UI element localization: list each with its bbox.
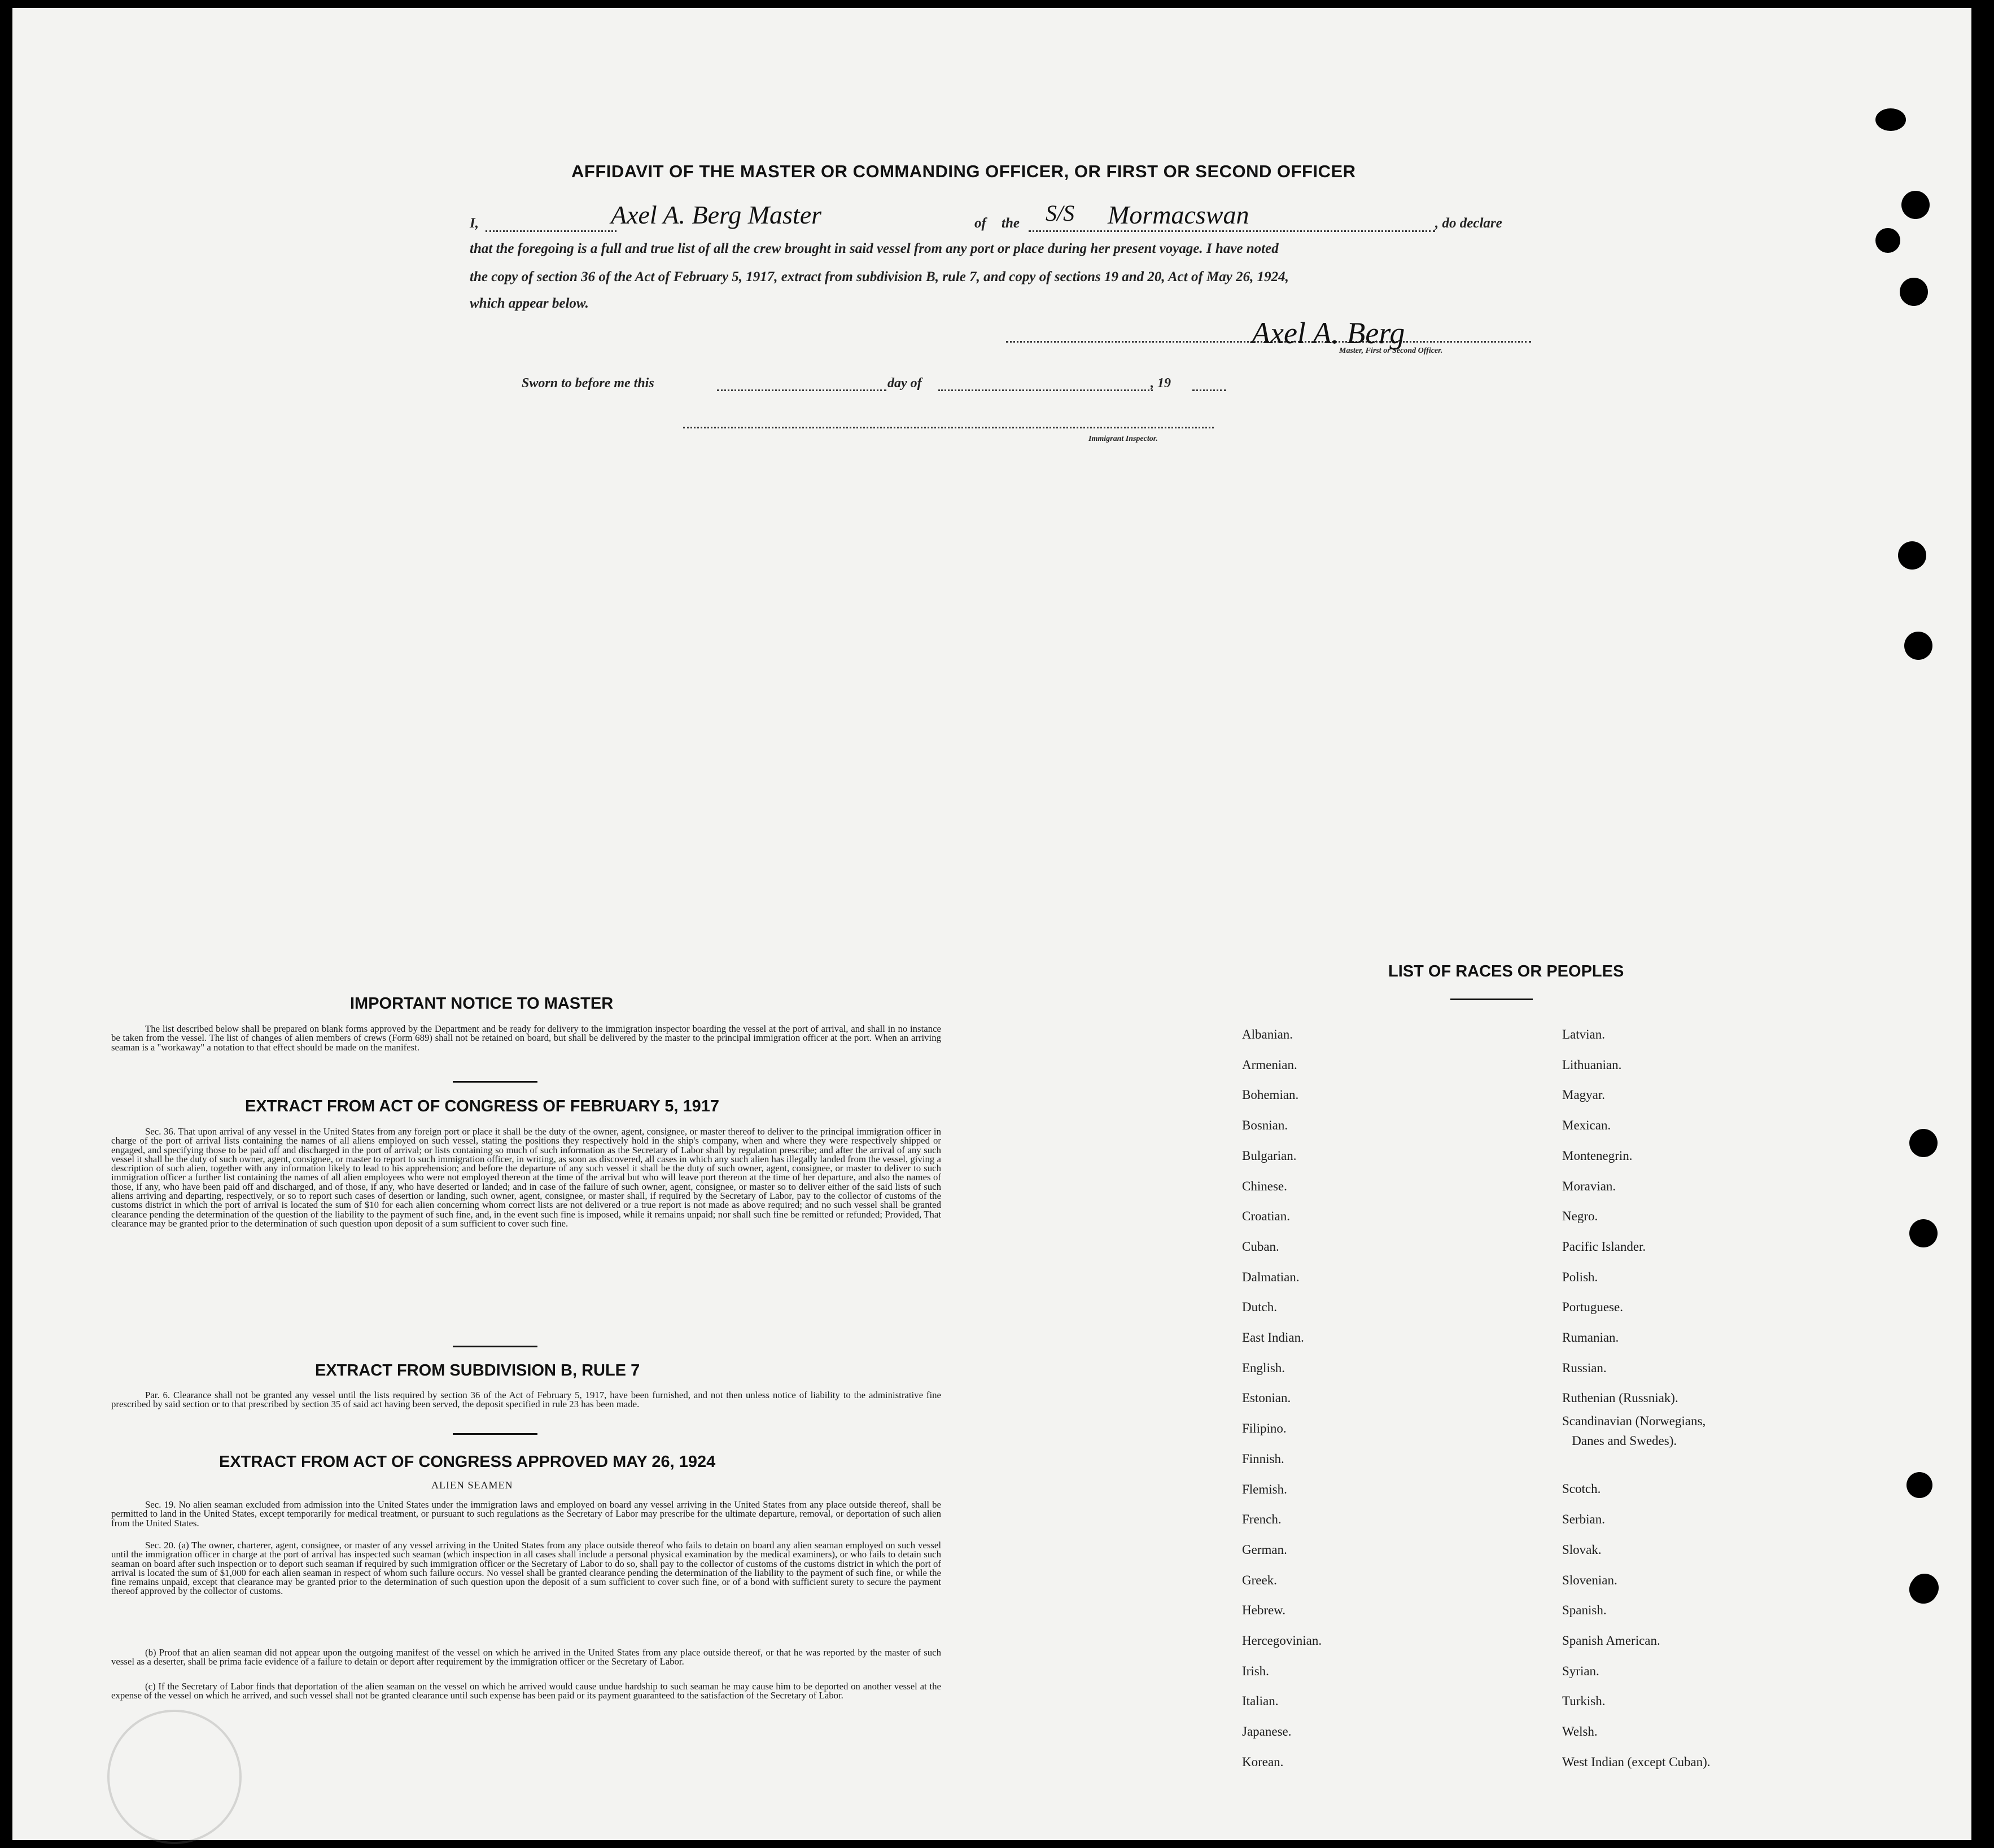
race-item: Syrian. [1562,1664,1599,1678]
sworn-prefix: Sworn to before me this [522,376,654,391]
race-item: Lithuanian. [1562,1058,1622,1072]
punch-hole [1901,191,1930,219]
race-item: French. [1242,1512,1282,1526]
race-item: Dalmatian. [1242,1270,1300,1284]
sec-19-text: Sec. 19. No alien seaman excluded from admission into the United States under the immigration laws and employed on board any vessel arriving in the United States from any place outside thereof, shall be permitted to land in the United States, except temporarily for medical treatment, or pursuant to such regulations as the Secretary of Labor may prescribe for the ultimate departure, removal, or deportation of such alien from the United States. [111,1499,941,1529]
affidavit-line-2: that the foregoing is a full and true list of all the crew brought in said vessel from any port or place during her present voyage. I have noted [470,241,1279,256]
extract-rule7-text: Par. 6. Clearance shall not be granted any vessel until the lists required by section 36 of the Act of February 5, 1917, have been furnished, and not then unless notice of liability to the administrative fine prescribed by said section or to that prescribed by section 35 of said act having been served, the deposit specified in rule 23 has been made. [111,1390,941,1410]
divider [453,1346,537,1347]
race-item: Croatian. [1242,1209,1290,1223]
affidavit-declare: , do declare [1435,216,1502,231]
race-item: Slovak. [1562,1543,1602,1557]
affidavit-line-1 [470,216,479,231]
signature: Axel A. Berg [1252,316,1405,350]
sworn-day-label: day of [887,376,922,391]
race-item: Negro. [1562,1209,1598,1223]
punch-hole [1909,1219,1938,1247]
race-item: Armenian. [1242,1058,1297,1072]
extract-rule7-title: EXTRACT FROM SUBDIVISION B, RULE 7 [315,1361,640,1380]
sec-20c-text: (c) If the Secretary of Labor finds that deportation of the alien seaman on the vessel on which he arrived would cause undue hardship to such seaman he may cause him to be deported on another vessel at the expense of the vessel on which he arrived, and such vessel shall not be granted clearance until such expense has been paid or its payment guaranteed to the satisfaction of the Secretary of Labor. [111,1681,941,1701]
race-item: Polish. [1562,1270,1598,1284]
race-item: Turkish. [1562,1694,1606,1708]
extract-1924-title: EXTRACT FROM ACT OF CONGRESS APPROVED MAY 26, 1924 [219,1453,716,1471]
race-item: Ruthenian (Russniak). [1562,1391,1678,1405]
handwritten-vessel: Mormacswan [1108,200,1249,229]
race-item: Moravian. [1562,1179,1616,1193]
sworn-day-dotted [717,389,886,391]
race-item: Bohemian. [1242,1088,1299,1102]
race-item: Portuguese. [1562,1300,1623,1314]
signature-caption: Master, First or Second Officer. [1339,347,1443,355]
affidavit-of: of [974,216,986,231]
race-item: Dutch. [1242,1300,1277,1314]
inspector-dotted-line [683,427,1214,428]
affidavit-prefix: I, [470,216,479,231]
affidavit-line-3: the copy of section 36 of the Act of February 5, 1917, extract from subdivision B, rule 7, and copy of sections 19 and 20, Act of May 26, 1924, [470,269,1289,284]
race-item: German. [1242,1543,1287,1557]
sworn-year: , 19 [1151,376,1171,391]
punch-hole [1906,1472,1932,1498]
divider [453,1081,537,1083]
race-item: West Indian (except Cuban). [1562,1755,1711,1769]
race-item: Flemish. [1242,1482,1287,1496]
extract-1917-title: EXTRACT FROM ACT OF CONGRESS OF FEBRUARY 5, 1917 [245,1097,720,1115]
race-item: Mexican. [1562,1118,1611,1132]
race-item: Hebrew. [1242,1603,1286,1617]
race-item: Slovenian. [1562,1573,1617,1587]
faded-seal-stamp [107,1710,242,1844]
race-item: Spanish. [1562,1603,1607,1617]
race-item: Bulgarian. [1242,1149,1297,1163]
handwritten-vessel-prefix: S/S [1046,200,1075,226]
race-item: Korean. [1242,1755,1284,1769]
punch-hole [1875,108,1906,131]
race-item: Japanese. [1242,1724,1292,1738]
sec-20b-text: (b) Proof that an alien seaman did not appear upon the outgoing manifest of the vessel on which he arrived in the United States from any place outside thereof, or that he was reported by the master of such vessel as a deserter, shall be prima facie evidence of a failure to detain or deport after requirement by the immigration officer or the Secretary of Labor. [111,1647,941,1667]
race-item: Welsh. [1562,1724,1598,1738]
punch-hole [1904,632,1932,660]
punch-hole [1909,1129,1938,1157]
race-item: Rumanian. [1562,1330,1619,1345]
race-item: Serbian. [1562,1512,1606,1526]
race-item: Magyar. [1562,1088,1606,1102]
race-item: Russian. [1562,1361,1607,1375]
name-dotted-line [486,230,616,232]
race-item: Estonian. [1242,1391,1291,1405]
race-item: Greek. [1242,1573,1277,1587]
race-item: Irish. [1242,1664,1269,1678]
race-item: Cuban. [1242,1240,1279,1254]
affidavit-title: AFFIDAVIT OF THE MASTER OR COMMANDING OFFICER, OR FIRST OR SECOND OFFICER [571,161,1356,181]
punch-hole [1910,1574,1939,1602]
divider [1450,999,1533,1000]
extract-1917-text: Sec. 36. That upon arrival of any vessel in the United States from any foreign port or place it shall be the duty of the owner, agent, consignee, or master thereof to deliver to the principal immigration officer in charge of the port of arrival lists containing the names of all aliens employed on such vessel, stating the positions they respectively hold in the ship's company, when and where they were respectively shipped or engaged, and specifying those to be paid off and discharged in the port of arrival; or lists containing so much of such information as the Secretary of Labor shall by regulation prescribe; and after the arrival of any such vessel it shall be the duty of such owner, agent, consignee, or master to report to such immigration officer, in writing, as soon as discovered, all cases in which any such alien has illegally landed from the vessel, giving a description of such alien, together with any information likely to lead to his apprehension; and before the departure of any such vessel it shall be the duty of such owner, agent, consignee, or master to deliver to such immigration officer a further list containing the names of all alien employees who were not employed thereon at the time of the arrival but who will leave port thereon at the time of her departure, and also the names of those, if any, who have been paid off and discharged, and of those, if any, who have deserted or landed; and in case of the failure of such owner, agent, consignee, or master so to deliver either of the said lists of such aliens arriving and departing, respectively, or so to report such cases of desertion or landing, such owner, agent, consignee, or master shall, if required by the Secretary of Labor, pay to the collector of customs of the customs district in which the port of arrival is located the sum of $10 for each alien concerning whom correct lists are not delivered or a true report is not made as above required; and no such vessel shall be granted clearance pending the determination of the question of the liability to the payment of such fine, and, in the event such fine is imposed, while it remains unpaid; nor shall such fine be remitted or refunded; Provided, That clearance may be granted prior to the determination of such question upon deposit of a sum sufficient to cover such fine. [111,1126,941,1229]
race-item: Pacific Islander. [1562,1240,1646,1254]
inspector-caption: Immigrant Inspector. [1088,435,1158,443]
race-item: Hercegovinian. [1242,1634,1322,1648]
race-item: Finnish. [1242,1452,1284,1466]
race-item: English. [1242,1361,1285,1375]
divider [453,1433,537,1435]
handwritten-name: Axel A. Berg Master [611,200,822,229]
race-item: Montenegrin. [1562,1149,1633,1163]
notice-title: IMPORTANT NOTICE TO MASTER [350,995,614,1013]
race-item: Scandinavian (Norwegians, Danes and Swedes). [1562,1414,1706,1448]
race-item: Spanish American. [1562,1634,1660,1648]
sworn-year-dotted [1192,389,1226,391]
punch-hole [1900,278,1928,306]
race-item: Chinese. [1242,1179,1287,1193]
sworn-month-dotted [938,389,1153,391]
punch-hole [1875,228,1900,253]
extract-1924-subtitle: ALIEN SEAMEN [431,1479,513,1491]
sec-20a-text: Sec. 20. (a) The owner, charterer, agent, consignee, or master of any vessel arriving in the United States from any place outside thereof who fails to detain on board any alien seaman employed on such vessel until the immigration officer in charge at the port of arrival has inspected such seaman (which inspection in all cases shall include a personal physical examination by the medical examiners), or who fails to detain such seaman on board after such inspection or to deport such seaman if required by such immigration officer or the Secretary of Labor to do so, shall pay to the collector of customs of the customs district in which the port of arrival is located the sum of $1,000 for each alien seaman in respect of whom such failure occurs. No vessel shall be granted clearance pending the determination of the liability to the payment of such fine, or while the fine remains unpaid, except that clearance may be granted prior to the determination of such question upon the deposit of a sum sufficient to cover such fine, or of a bond with sufficient surety to secure the payment thereof approved by the collector of customs. [111,1540,941,1597]
affidavit-the: the [1002,216,1020,231]
race-item: Filipino. [1242,1421,1287,1435]
punch-hole [1898,541,1926,570]
races-title: LIST OF RACES OR PEOPLES [1388,962,1624,980]
document-sheet [12,8,1971,1840]
vessel-dotted-line [1029,230,1435,232]
affidavit-line-4: which appear below. [470,296,589,311]
race-item: Bosnian. [1242,1118,1288,1132]
race-item: Italian. [1242,1694,1279,1708]
race-item: East Indian. [1242,1330,1304,1345]
notice-text: The list described below shall be prepared on blank forms approved by the Department and be ready for delivery to the immigration inspector boarding the vessel at the port of arrival, and shall in no instance be taken from the vessel. The list of changes of alien members of crews (Form 689) shall not be retained on board, but shall be delivered by the master to the principal immigration officer at the port. When an arriving seaman is a "workaway" a notation to that effect should be made on the manifest. [111,1023,941,1053]
race-item: Albanian. [1242,1027,1293,1041]
race-item: Latvian. [1562,1027,1605,1041]
race-item: Scotch. [1562,1482,1601,1496]
